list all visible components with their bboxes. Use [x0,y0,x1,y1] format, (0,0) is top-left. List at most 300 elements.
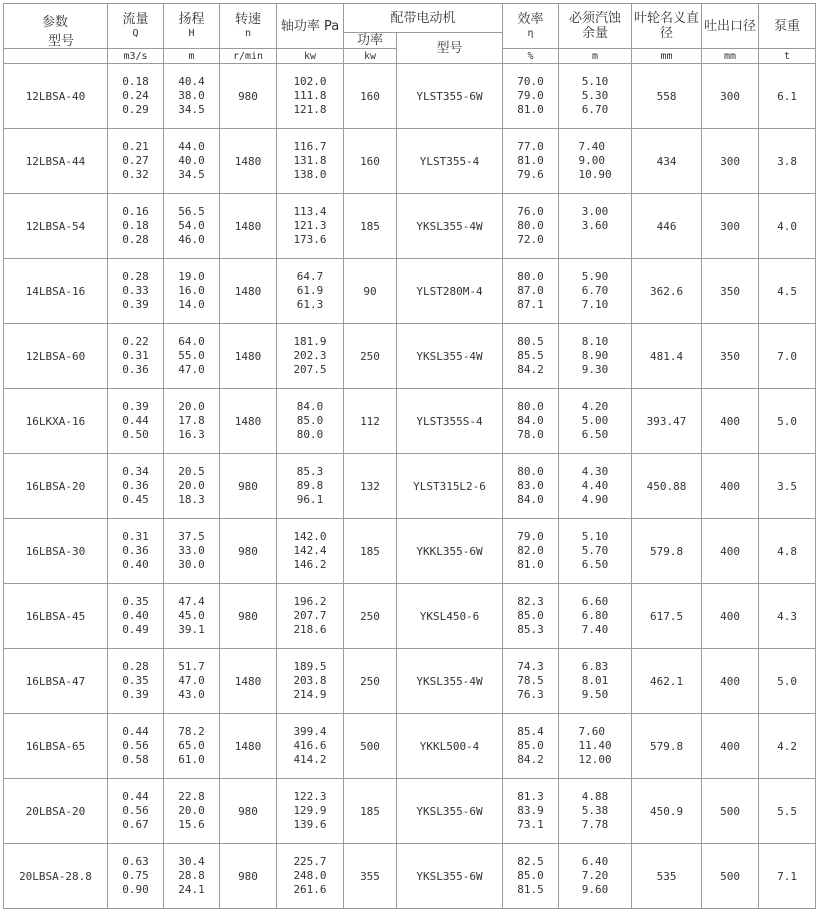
shaft-power-cell-value: 202.3 [293,349,327,362]
head-cell-value: 40.0 [178,154,205,167]
param-model-header [4,4,108,49]
head-cell [164,64,220,129]
head-cell-value: 47.0 [178,674,205,687]
head-cell-value: 65.0 [178,739,205,752]
flow-cell-value: 0.28 [122,233,149,246]
head-cell [164,519,220,584]
unit-impeller: mm [632,49,702,64]
npsh-cell [559,324,632,389]
npsh-cell-value [582,233,609,247]
unit-model [4,49,108,64]
head-cell-value: 20.5 [178,465,205,478]
impeller-cell: 579.8 [632,519,702,584]
efficiency-cell [503,129,559,194]
motor-model-cell: YLST280M-4 [397,259,503,324]
motor-power-cell: 500 [344,714,397,779]
efficiency-cell-value: 80.0 [517,219,544,232]
npsh-cell-value: 5.10 [581,75,609,88]
head-cell-value: 34.5 [178,168,205,181]
flow-cell-value: 0.39 [122,298,149,311]
flow-cell [108,779,164,844]
efficiency-cell-value: 79.0 [517,530,544,543]
motor-model-cell: YKSL450-6 [397,584,503,649]
model-cell: 16LBSA-30 [4,519,108,584]
weight-cell: 6.1 [759,64,816,129]
impeller-cell: 579.8 [632,714,702,779]
flow-cell-value: 0.18 [122,219,149,232]
shaft-power-cell-value: 96.1 [296,493,324,506]
head-cell-value: 45.0 [178,609,205,622]
npsh-cell [559,259,632,324]
shaft-power-cell-value: 85.3 [296,465,324,478]
efficiency-cell [503,779,559,844]
efficiency-cell-value: 79.6 [517,168,544,181]
flow-cell-value: 0.40 [122,609,149,622]
flow-cell-value: 0.75 [122,869,149,882]
motor-model-cell: YKSL355-4W [397,324,503,389]
outlet-cell: 350 [702,259,759,324]
flow-cell [108,194,164,259]
npsh-cell-value: 5.38 [581,804,609,817]
efficiency-cell-value: 83.9 [517,804,544,817]
table-row [4,584,816,649]
flow-cell-value: 0.35 [122,595,149,608]
efficiency-cell-value: 81.5 [517,883,544,896]
impeller-cell: 446 [632,194,702,259]
motor-power-cell: 250 [344,649,397,714]
efficiency-cell [503,454,559,519]
shaft-power-cell-value: 261.6 [293,883,327,896]
efficiency-cell-value: 87.0 [517,284,544,297]
shaft-power-cell-value: 173.6 [293,233,327,246]
motor-model-cell: YKSL355-4W [397,649,503,714]
shaft-power-cell [277,324,344,389]
speed-cell: 980 [220,779,277,844]
npsh-cell-value: 7.10 [581,298,609,311]
unit-efficiency: % [503,49,559,64]
speed-cell: 1480 [220,129,277,194]
table-row [4,259,816,324]
flow-cell [108,714,164,779]
outlet-cell: 500 [702,779,759,844]
speed-cell: 1480 [220,649,277,714]
efficiency-cell-value: 85.4 [517,725,544,738]
npsh-cell-value: 6.50 [581,558,609,571]
npsh-cell-value: 5.70 [581,544,609,557]
flow-cell-value: 0.90 [122,883,149,896]
head-cell-value: 64.0 [178,335,205,348]
motor-model-cell: YLST355-6W [397,64,503,129]
shaft-power-cell-value: 129.9 [293,804,327,817]
motor-power-cell: 112 [344,389,397,454]
weight-cell: 5.0 [759,649,816,714]
head-cell-value: 18.3 [178,493,205,506]
efficiency-cell-value: 80.5 [517,335,544,348]
flow-cell-value: 0.63 [122,855,149,868]
flow-cell [108,844,164,909]
speed-cell: 1480 [220,259,277,324]
model-cell: 16LBSA-20 [4,454,108,519]
head-cell-value: 47.0 [178,363,205,376]
shaft-power-cell-value: 111.8 [293,89,327,102]
efficiency-cell-value: 76.0 [517,205,544,218]
flow-cell [108,584,164,649]
head-cell-value: 39.1 [178,623,205,636]
flow-cell-value: 0.31 [122,530,149,543]
efficiency-cell-value: 80.0 [517,270,544,283]
table-row [4,519,816,584]
impeller-cell: 535 [632,844,702,909]
head-cell-value: 51.7 [178,660,205,673]
efficiency-cell-value: 84.2 [517,363,544,376]
head-cell [164,584,220,649]
flow-cell-value: 0.39 [122,400,149,413]
unit-flow: m3/s [108,49,164,64]
weight-cell: 5.5 [759,779,816,844]
npsh-cell-value: 5.00 [581,414,609,427]
efficiency-cell-value: 77.0 [517,140,544,153]
shaft-power-cell-value: 142.4 [293,544,327,557]
npsh-cell-value: 6.70 [581,103,609,116]
table-row [4,64,816,129]
shaft-power-cell-value: 113.4 [293,205,327,218]
outlet-cell: 500 [702,844,759,909]
weight-cell: 3.5 [759,454,816,519]
efficiency-cell [503,64,559,129]
head-cell-value: 17.8 [178,414,205,427]
speed-cell: 980 [220,64,277,129]
motor-model-header: 型号 [397,33,503,64]
efficiency-cell-value: 80.0 [517,465,544,478]
npsh-cell-value: 9.30 [581,363,609,376]
head-cell-value: 16.0 [178,284,205,297]
shaft-power-cell-value: 89.8 [296,479,324,492]
npsh-cell-value: 9.50 [581,688,609,701]
shaft-power-cell-value: 146.2 [293,558,327,571]
efficiency-cell-value: 78.0 [517,428,544,441]
head-cell-value: 78.2 [178,725,205,738]
model-cell: 12LBSA-44 [4,129,108,194]
table-row [4,389,816,454]
efficiency-cell [503,584,559,649]
efficiency-cell-value: 84.0 [517,493,544,506]
shaft-power-cell-value: 203.8 [293,674,327,687]
efficiency-cell-value: 85.0 [517,739,544,752]
table-row [4,324,816,389]
efficiency-cell-value: 83.0 [517,479,544,492]
weight-header: 泵重 [759,4,816,49]
npsh-cell [559,194,632,259]
shaft-power-cell-value: 64.7 [296,270,324,283]
efficiency-cell-value: 80.0 [517,400,544,413]
shaft-power-cell-value: 196.2 [293,595,327,608]
head-cell-value: 19.0 [178,270,205,283]
efficiency-cell-value: 70.0 [517,75,544,88]
head-cell-value: 30.0 [178,558,205,571]
motor-power-cell: 185 [344,194,397,259]
efficiency-cell [503,389,559,454]
shaft-power-cell-value: 248.0 [293,869,327,882]
efficiency-cell [503,324,559,389]
efficiency-cell-value: 74.3 [517,660,544,673]
shaft-power-cell-value: 181.9 [293,335,327,348]
shaft-power-cell-value: 116.7 [293,140,327,153]
flow-cell-value: 0.28 [122,270,149,283]
shaft-power-cell-value: 131.8 [293,154,327,167]
npsh-cell [559,584,632,649]
head-cell-value: 20.0 [178,804,205,817]
npsh-cell-value: 4.30 [581,465,609,478]
head-cell-value: 24.1 [178,883,205,896]
speed-header: 转速 n [220,4,277,49]
head-cell-value: 34.5 [178,103,205,116]
unit-npsh: m [559,49,632,64]
shaft-power-cell-value: 122.3 [293,790,327,803]
speed-cell: 1480 [220,324,277,389]
motor-model-cell: YLST315L2-6 [397,454,503,519]
pump-spec-table [3,3,816,909]
outlet-cell: 400 [702,454,759,519]
flow-cell-value: 0.44 [122,725,149,738]
motor-model-cell: YKSL355-6W [397,844,503,909]
npsh-cell-value: 5.90 [581,270,609,283]
efficiency-cell-value: 81.3 [517,790,544,803]
shaft-power-cell [277,844,344,909]
speed-cell: 980 [220,584,277,649]
flow-cell-value: 0.34 [122,465,149,478]
flow-cell-value: 0.49 [122,623,149,636]
npsh-cell-value: 8.10 [581,335,609,348]
head-cell [164,714,220,779]
flow-cell-value: 0.44 [122,414,149,427]
motor-power-cell: 250 [344,584,397,649]
npsh-cell-value: 10.90 [578,168,612,181]
param-label: 参数 [42,15,69,30]
npsh-cell-value: 6.60 [581,595,609,608]
head-cell-value: 54.0 [178,219,205,232]
header-row-1 [4,4,816,33]
npsh-cell-value: 7.40 [581,623,609,636]
model-cell: 12LBSA-40 [4,64,108,129]
unit-motor-power: kw [344,49,397,64]
efficiency-cell-value: 82.0 [517,544,544,557]
efficiency-cell-value: 85.0 [517,869,544,882]
outlet-cell: 400 [702,389,759,454]
outlet-cell: 350 [702,324,759,389]
table-row [4,129,816,194]
weight-cell: 7.0 [759,324,816,389]
motor-model-cell: YLST355S-4 [397,389,503,454]
head-cell [164,844,220,909]
shaft-power-cell-value: 138.0 [293,168,327,181]
efficiency-cell [503,194,559,259]
speed-cell: 1480 [220,194,277,259]
efficiency-cell [503,714,559,779]
head-cell-value: 15.6 [178,818,205,831]
flow-cell-value: 0.36 [122,363,149,376]
shaft-power-cell-value: 142.0 [293,530,327,543]
shaft-power-cell-value: 207.7 [293,609,327,622]
npsh-cell-value: 6.40 [581,855,609,868]
impeller-header: 叶轮名义直径 [632,4,702,49]
shaft-power-cell-value: 102.0 [293,75,327,88]
outlet-cell: 400 [702,714,759,779]
shaft-power-cell-value: 139.6 [293,818,327,831]
flow-header: 流量 Q [108,4,164,49]
flow-cell [108,64,164,129]
efficiency-cell-value: 76.3 [517,688,544,701]
speed-cell: 980 [220,844,277,909]
motor-model-cell: YKSL355-4W [397,194,503,259]
npsh-cell-value: 3.00 [581,205,609,218]
efficiency-cell [503,649,559,714]
outlet-cell: 300 [702,194,759,259]
head-cell-value: 30.4 [178,855,205,868]
flow-cell-value: 0.32 [122,168,149,181]
shaft-power-cell [277,779,344,844]
motor-model-cell: YKKL355-6W [397,519,503,584]
head-cell [164,194,220,259]
shaft-power-cell-value: 416.6 [293,739,327,752]
head-cell-value: 61.0 [178,753,205,766]
shaft-power-cell-value: 61.3 [296,298,324,311]
flow-cell-value: 0.35 [122,674,149,687]
flow-cell [108,649,164,714]
npsh-cell-value: 7.40 [578,140,605,153]
shaft-power-cell-value: 214.9 [293,688,327,701]
flow-cell-value: 0.36 [122,479,149,492]
flow-cell [108,519,164,584]
flow-cell-value: 0.24 [122,89,149,102]
head-cell-value: 44.0 [178,140,205,153]
outlet-cell: 300 [702,64,759,129]
efficiency-cell-value: 73.1 [517,818,544,831]
flow-cell-value: 0.39 [122,688,149,701]
table-row [4,454,816,519]
efficiency-cell-value: 79.0 [517,89,544,102]
shaft-power-cell [277,454,344,519]
efficiency-cell-value: 84.2 [517,753,544,766]
flow-cell-value: 0.58 [122,753,149,766]
efficiency-cell [503,519,559,584]
head-header: 扬程 H [164,4,220,49]
npsh-cell [559,844,632,909]
shaft-power-cell-value: 121.8 [293,103,327,116]
flow-cell-value: 0.18 [122,75,149,88]
flow-cell-value: 0.28 [122,660,149,673]
npsh-cell [559,779,632,844]
table-row [4,714,816,779]
head-cell-value: 55.0 [178,349,205,362]
model-cell: 16LBSA-47 [4,649,108,714]
flow-cell-value: 0.40 [122,558,149,571]
npsh-cell [559,454,632,519]
npsh-cell-value: 4.40 [581,479,609,492]
flow-cell-value: 0.36 [122,544,149,557]
shaft-power-cell [277,129,344,194]
shaft-power-cell-value: 218.6 [293,623,327,636]
impeller-cell: 617.5 [632,584,702,649]
npsh-cell-value: 6.70 [581,284,609,297]
flow-cell-value: 0.29 [122,103,149,116]
head-cell-value: 46.0 [178,233,205,246]
impeller-cell: 558 [632,64,702,129]
npsh-cell-value: 4.20 [581,400,609,413]
shaft-power-cell [277,194,344,259]
model-cell: 20LBSA-20 [4,779,108,844]
flow-cell-value: 0.50 [122,428,149,441]
efficiency-cell-value: 85.0 [517,609,544,622]
weight-cell: 7.1 [759,844,816,909]
table-row [4,779,816,844]
flow-cell [108,259,164,324]
model-cell: 16LBSA-45 [4,584,108,649]
motor-power-cell: 132 [344,454,397,519]
motor-model-cell: YKSL355-6W [397,779,503,844]
flow-cell-value: 0.33 [122,284,149,297]
outlet-cell: 400 [702,584,759,649]
impeller-cell: 481.4 [632,324,702,389]
speed-cell: 980 [220,454,277,519]
head-cell-value: 56.5 [178,205,205,218]
motor-power-cell: 355 [344,844,397,909]
flow-cell-value: 0.45 [122,493,149,506]
shaft-power-header: 轴功率 Pa [277,4,344,49]
head-cell [164,389,220,454]
head-cell [164,259,220,324]
speed-cell: 980 [220,519,277,584]
model-label: 型号 [48,34,75,49]
efficiency-cell-value: 78.5 [517,674,544,687]
weight-cell: 4.3 [759,584,816,649]
shaft-power-cell [277,714,344,779]
flow-cell [108,454,164,519]
shaft-power-cell [277,584,344,649]
npsh-cell-value: 6.83 [581,660,609,673]
unit-speed: r/min [220,49,277,64]
flow-cell-value: 0.27 [122,154,149,167]
impeller-cell: 393.47 [632,389,702,454]
efficiency-cell-value: 82.3 [517,595,544,608]
weight-cell: 4.5 [759,259,816,324]
flow-cell-value: 0.22 [122,335,149,348]
weight-cell: 4.0 [759,194,816,259]
efficiency-cell-value: 82.5 [517,855,544,868]
motor-power-cell: 185 [344,519,397,584]
model-cell: 16LBSA-65 [4,714,108,779]
npsh-cell [559,519,632,584]
shaft-power-cell-value: 189.5 [293,660,327,673]
shaft-power-cell-value: 61.9 [296,284,324,297]
shaft-power-cell-value: 414.2 [293,753,327,766]
weight-cell: 4.8 [759,519,816,584]
shaft-power-cell [277,64,344,129]
npsh-cell-value: 12.00 [578,753,612,766]
speed-cell: 1480 [220,389,277,454]
table-body [4,64,816,909]
flow-cell-value: 0.56 [122,804,149,817]
npsh-cell [559,714,632,779]
model-cell: 16LKXA-16 [4,389,108,454]
efficiency-cell-value: 81.0 [517,154,544,167]
unit-outlet: mm [702,49,759,64]
npsh-cell-value: 7.20 [581,869,609,882]
npsh-cell-value: 9.60 [581,883,609,896]
npsh-cell-value: 11.40 [578,739,612,752]
flow-cell-value: 0.67 [122,818,149,831]
weight-cell: 4.2 [759,714,816,779]
table-row [4,194,816,259]
